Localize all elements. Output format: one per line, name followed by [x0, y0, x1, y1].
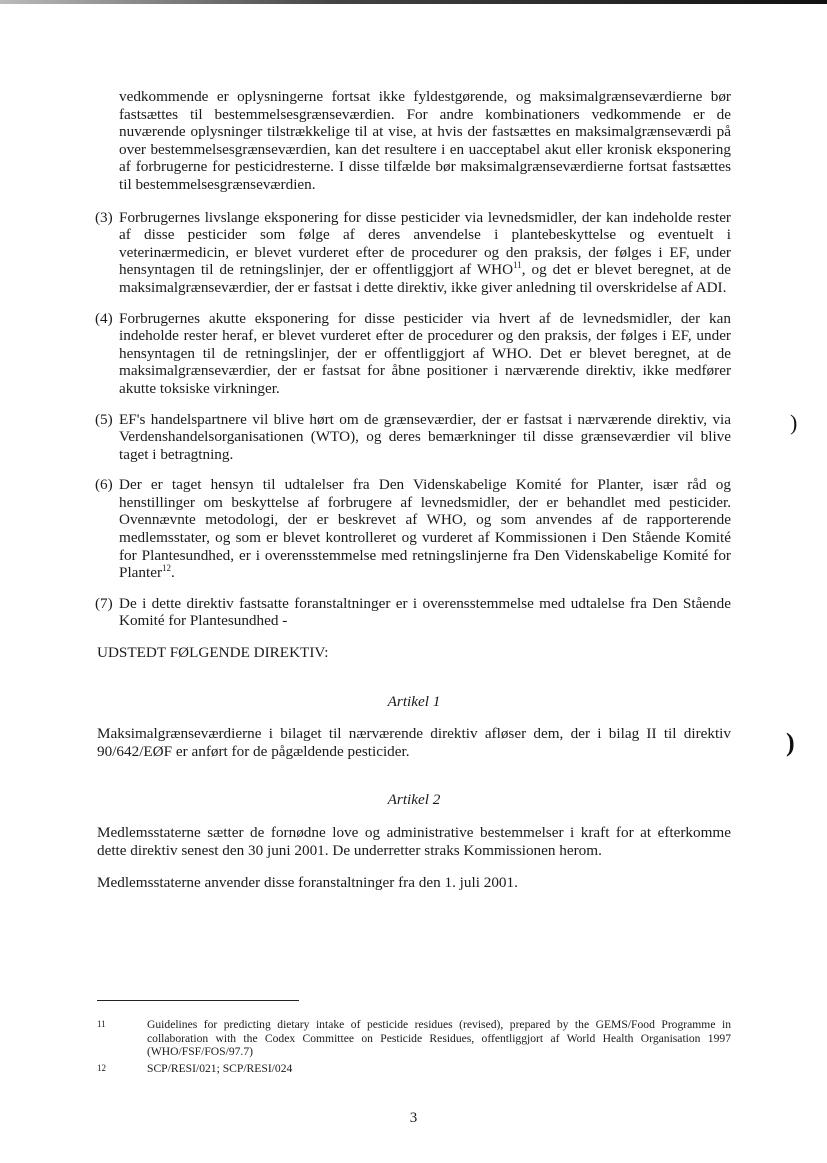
decree-heading: UDSTEDT FØLGENDE DIREKTIV: [97, 644, 329, 662]
article-2-text-2: Medlemsstaterne anvender disse foranstaltninger fra den 1. juli 2001. [97, 874, 518, 892]
footnote-12 [97, 1062, 731, 1076]
footnote-number: 11 [97, 1019, 106, 1029]
recital-4 [97, 310, 731, 398]
recital-7 [97, 595, 731, 630]
footnote-ref-11[interactable]: 11 [513, 260, 522, 271]
recital-number: (7) [95, 594, 113, 612]
footnote-separator [97, 1000, 299, 1001]
footnotes [97, 1018, 731, 1078]
binder-hole-mark-icon: ) [790, 410, 798, 435]
recital-number: (6) [95, 476, 113, 494]
recital-3 [97, 209, 731, 297]
recital-5 [97, 411, 731, 464]
article-2-title: Artikel 2 [387, 791, 441, 809]
continuation-paragraph: vedkommende er oplysningerne fortsat ikke fyldestgørende, og maksimalgrænseværdierne bør fastsættes til bestemmelsesgrænseværdien. For andre kombinationers vedkommende er de nuværende oplysninger tilstrækkelige til at vise, at hvis der fastsættes en maksimalgrænseværdi på over bestemmelsesgrænseværdien, kan det resultere i en uacceptabel akut eller kronisk eksponering af forbrugerne for pesticidresterne. I disse tilfælde bør maksimalgrænseværdierne fortsat fastsættes til bestemmelsesgrænseværdien. [119, 88, 731, 193]
footnote-ref-12[interactable]: 12 [162, 563, 172, 574]
recital-text: Der er taget hensyn til udtalelser fra Den Videnskabelige Komité for Planter, især råd og henstillinger om beskyttelse af forbrugere af levnedsmidler, der er behandlet med pesticider. Ovennævnte metodologi, der er beskrevet af WHO, og som anvendes af de rapporterende medlemsstater, og som er blevet kontrolleret og vurderet af Kommissionen i Den Stående Komité for Plantesundhed, er i overensstemmelse med retningslinjerne fra Den Videnskabelige Komité for Planter [119, 476, 731, 582]
recital-number: (4) [95, 309, 113, 327]
scan-top-edge [0, 0, 827, 4]
article-2-text-1: Medlemsstaterne sætter de fornødne love og administrative bestemmelser i kraft for at efterkomme dette direktiv senest den 30 juni 2001. De underretter straks Kommissionen herom. [97, 824, 731, 859]
recital-text-cont: , og det er blevet beregnet, at de maksimalgrænseværdier, der er fastsat i dette direktiv, ikke giver anledning til overskridelse af ADI. [119, 261, 731, 296]
recital-text: Forbrugernes akutte eksponering for disse pesticider via hvert af de levnedsmidler, der kan indeholde rester heraf, er blevet vurderet efter de procedurer og den praksis, der følges i EF, under hensyntagen til de retningslinjer, der er offentliggjort af WHO. Det er blevet beregnet, at de maksimalgrænseværdier, der er fastsat for åbne positioner i nærværende direktiv, ikke medfører akutte toksiske virkninger. [119, 309, 731, 397]
footnote-number: 12 [97, 1062, 106, 1073]
recital-text: Forbrugernes livslange eksponering for disse pesticider via levnedsmidler, der kan indeholde rester af disse pesticider som følge af deres anvendelse i plantebeskyttelse og eventuelt i veterinærmedicin, er blevet vurderet efter de procedurer og den praksis, der følges i EF, under hensyntagen til de retningslinjer, der er offentliggjort af WHO [119, 208, 731, 279]
recital-number: (5) [95, 410, 113, 428]
recital-6 [97, 476, 731, 582]
recital-text-cont: . [171, 564, 175, 582]
page-number: 3 [409, 1110, 418, 1126]
recital-text: De i dette direktiv fastsatte foranstaltninger er i overensstemmelse med udtalelse fra Den Stående Komité for Plantesundhed - [119, 594, 731, 630]
footnote-11 [97, 1018, 731, 1059]
footnote-text: Guidelines for predicting dietary intake of pesticide residues (revised), prepared by the GEMS/Food Programme in collaboration with the Codex Committee on Pesticide Residues, offentliggjort af World Health Organisation 1997 (WHO/FSF/FOS/97.7) [147, 1018, 731, 1059]
recital-number: (3) [95, 208, 113, 226]
recital-text: EF's handelspartnere vil blive hørt om de grænseværdier, der er fastsat i nærværende direktiv, via Verdenshandelsorganisationen (WTO), og deres bemærkninger til disse grænseværdier vil blive taget i betragtning. [119, 410, 731, 463]
article-1-text: Maksimalgrænseværdierne i bilaget til nærværende direktiv afløser dem, der i bilag II til direktiv 90/642/EØF er anført for de pågældende pesticider. [97, 725, 731, 760]
binder-hole-mark-icon: ) [786, 728, 795, 757]
footnote-text: SCP/RESI/021; SCP/RESI/024 [147, 1061, 293, 1075]
document-body [97, 88, 731, 892]
article-1-title: Artikel 1 [387, 692, 441, 710]
